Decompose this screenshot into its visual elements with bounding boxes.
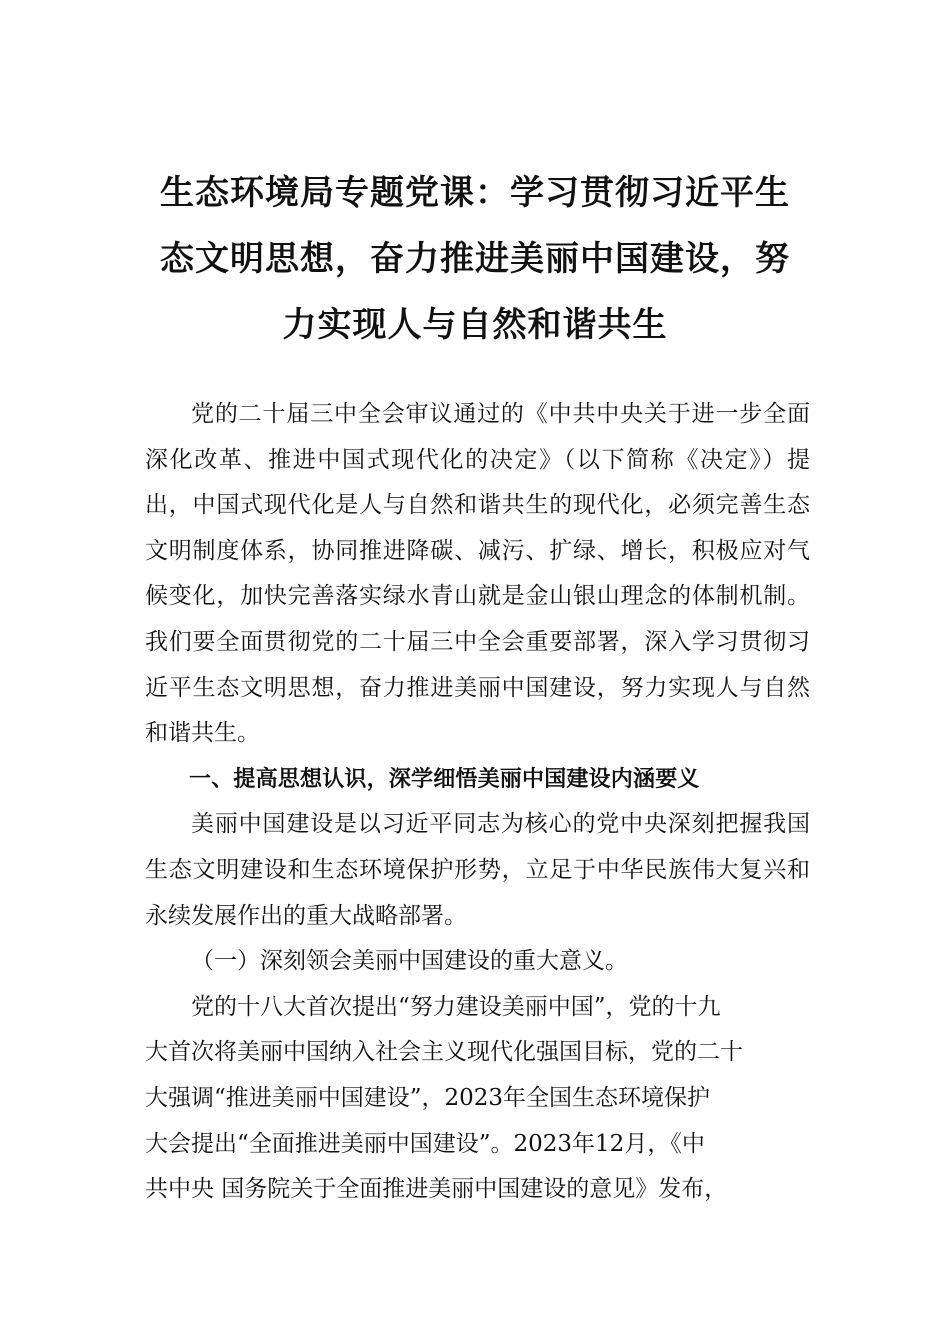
document-body — [145, 392, 810, 1213]
title-line: 生态环境局专题党课：学习贯彻习近平生 — [160, 173, 790, 213]
document-title — [130, 160, 820, 358]
paragraph-line: 党的十八大首次提出“努力建设美丽中国”，党的十九 — [191, 993, 721, 1020]
subsection-heading: （一）深刻领会美丽中国建设的重大意义。 — [191, 948, 628, 975]
paragraph-intro: 党的二十届三中全会审议通过的《中共中央关于进一步全面深化改革、推进中国式现代化的决定》（以下简称《决定》）提出，中国式现代化是人与自然和谐共生的现代化，必须完善生态文明制度体系，协同推进降碳、减污、扩绿、增长，积极应对气候变化，加快完善落实绿水青山就是金山银山理念的体制机制。我们要全面贯彻党的二十届三中全会重要部署，深入学习贯彻习近平生态文明思想，奋力推进美丽中国建设，努力实现人与自然和谐共生。 — [145, 401, 810, 747]
title-line: 态文明思想，奋力推进美丽中国建设，努 — [160, 239, 790, 279]
section-heading: 一、提高思想认识，深学细悟美丽中国建设内涵要义 — [189, 766, 700, 792]
paragraph-significance — [145, 985, 810, 1213]
paragraph-line: 大强调“推进美丽中国建设”，2023年全国生态环境保护 — [145, 1084, 711, 1111]
title-line: 力实现人与自然和谐共生 — [282, 305, 668, 345]
paragraph-line: 共中央 国务院关于全面推进美丽中国建设的意见》发布， — [145, 1176, 728, 1203]
paragraph-line: 大首次将美丽中国纳入社会主义现代化强国目标，党的二十 — [145, 1039, 743, 1066]
paragraph-line: 大会提出“全面推进美丽中国建设”。2023年12月，《中 — [145, 1130, 705, 1157]
paragraph-section-intro: 美丽中国建设是以习近平同志为核心的党中央深刻把握我国生态文明建设和生态环境保护形势，立足于中华民族伟大复兴和永续发展作出的重大战略部署。 — [145, 811, 810, 929]
